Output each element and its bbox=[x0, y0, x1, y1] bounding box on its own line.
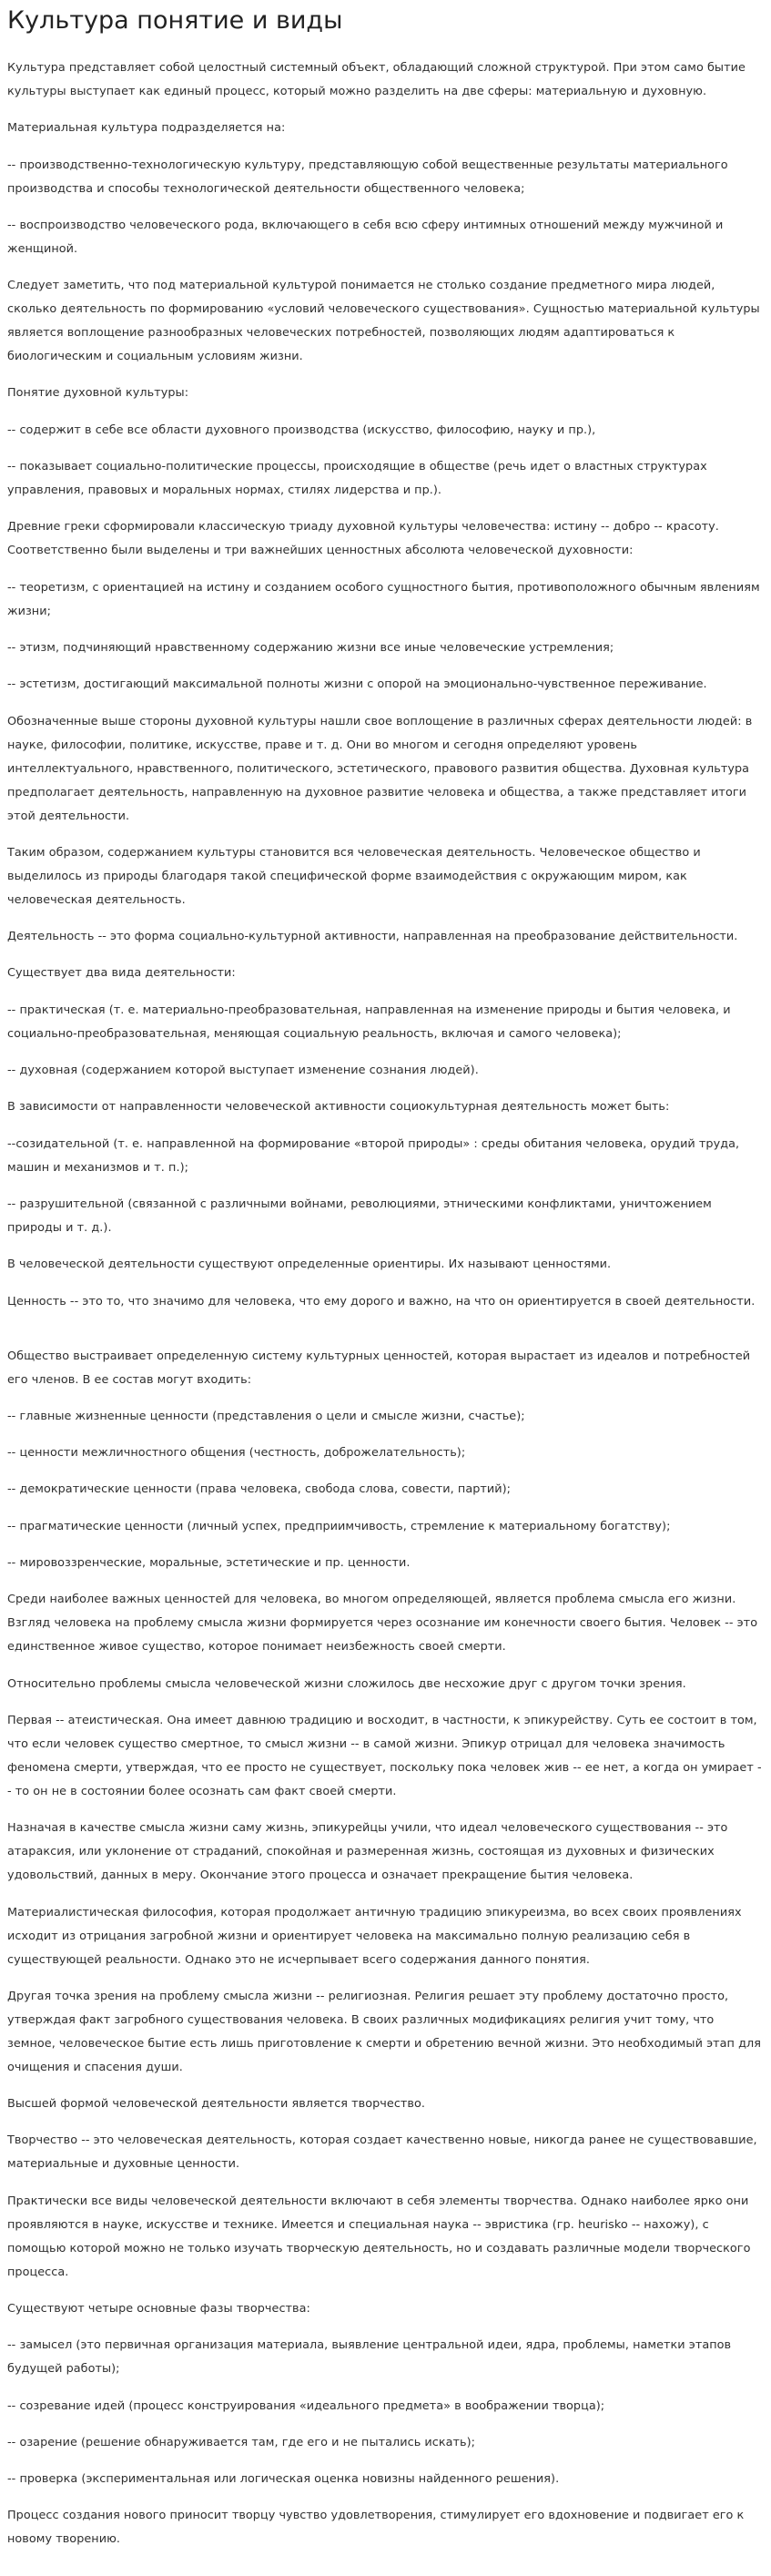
paragraph: В зависимости от направленности человеческой активности социокультурная деятельность может быть: bbox=[7, 1100, 670, 1115]
paragraph: -- производственно-технологическую культуру, представляющую собой вещественные результаты материального производства и способы технологической деятельности общественного человека; bbox=[7, 158, 728, 196]
paragraph: -- теоретизм, с ориентацией на истину и созданием особого сущностного бытия, противоположного обычным явлениям жизни; bbox=[7, 580, 760, 618]
paragraph: -- мировоззренческие, моральные, эстетические и пр. ценности. bbox=[7, 1556, 411, 1571]
paragraph: -- духовная (содержанием которой выступает изменение сознания людей). bbox=[7, 1064, 479, 1078]
paragraph: --созидательной (т. е. направленной на формирование «второй природы» : среды обитания человека, орудий труда, машин и механизмов и т. п.); bbox=[7, 1136, 740, 1175]
paragraph: -- разрушительной (связанной с различными войнами, революциями, этническими конфликтами, уничтожением природы и т. д.). bbox=[7, 1196, 712, 1235]
paragraph: -- воспроизводство человеческого рода, включающего в себя всю сферу интимных отношений между мужчиной и женщиной. bbox=[7, 218, 724, 256]
paragraph: Таким образом, содержанием культуры становится вся человеческая деятельность. Человеческое общество и выделилось из природы благодаря такой специфической форме взаимодействия с окружающим миром, как человеческая деятельность. bbox=[7, 845, 701, 907]
paragraph: Высшей формой человеческой деятельности является творчество. bbox=[7, 2097, 426, 2112]
paragraph: -- практическая (т. е. материально-преобразовательная, направленная на изменение природы и бытия человека, и социально-преобразовательная, меняющая социальную реальность, включая и самого человека); bbox=[7, 1003, 731, 1041]
page-title: Культура понятие и виды bbox=[7, 6, 343, 35]
paragraph: -- прагматические ценности (личный успех, предприимчивость, стремление к материальному богатству); bbox=[7, 1519, 671, 1533]
paragraph: Культура представляет собой целостный системный объект, обладающий сложной структурой. При этом само бытие культуры выступает как единый процесс, который можно разделить на две сферы: материальную и духовную. bbox=[7, 61, 746, 98]
paragraph: Деятельность -- это форма социально-культурной активности, направленная на преобразование действительности. bbox=[7, 930, 738, 944]
paragraph: Назначая в качестве смысла жизни саму жизнь, эпикурейцы учили, что идеал человеческого существования -- это атараксия, или уклонение от страданий, спокойная и размеренная жизнь, состоящая из духовных и физических удовольствий, данных в меру. Окончание этого процесса и означает прекращение бытия человека. bbox=[7, 1821, 728, 1883]
paragraph: Существует два вида деятельности: bbox=[7, 966, 236, 981]
paragraph: В человеческой деятельности существуют определенные ориентиры. Их называют ценностями. bbox=[7, 1257, 612, 1272]
paragraph: -- ценности межличностного общения (честность, доброжелательность); bbox=[7, 1446, 466, 1461]
paragraph: Среди наиболее важных ценностей для человека, во многом определяющей, является проблема смысла его жизни. Взгляд человека на проблему смысла жизни формируется через осознание им конечности своего бытия. Человек -- это единственное живое существо, которое понимает неизбежность своей смерти. bbox=[7, 1593, 758, 1655]
article-body bbox=[7, 56, 764, 2551]
paragraph: Творчество -- это человеческая деятельность, которая создает качественно новые, никогда ранее не существовавшие, материальные и духовные ценности. bbox=[7, 2133, 757, 2172]
paragraph: Общество выстраивает определенную систему культурных ценностей, которая вырастает из идеалов и потребностей его членов. В ее состав могут входить: bbox=[7, 1349, 751, 1387]
paragraph: -- озарение (решение обнаруживается там, где его и не пытались искать); bbox=[7, 2435, 476, 2449]
paragraph: Понятие духовной культуры: bbox=[7, 386, 189, 401]
paragraph: Другая точка зрения на проблему смысла жизни -- религиозная. Религия решает эту проблему достаточно просто, утверждая факт загробного существования человека. В своих различных модификациях религия учит тому, что земное, человеческое бытие есть лишь приготовление к смерти и обретению вечной жизни. Это необходимый этап для очищения и спасения души. bbox=[7, 1989, 761, 2074]
paragraph: -- показывает социально-политические процессы, происходящие в обществе (речь идет о властных структурах управления, правовых и моральных нормах, стилях лидерства и пр.). bbox=[7, 460, 707, 498]
paragraph: Обозначенные выше стороны духовной культуры нашли свое воплощение в различных сферах деятельности людей: в науке, философии, политике, искусстве, праве и т. д. Они во многом и сегодня определяют уровень интеллектуального, нравственного, политического, эстетического, правового развития общества. Духовная культура предполагает деятельность, направленную на духовное развитие человека и общества, а также представляет итоги этой деятельности. bbox=[7, 714, 753, 823]
paragraph: Материалистическая философия, которая продолжает античную традицию эпикуреизма, во всех своих проявлениях исходит из отрицания загробной жизни и ориентирует человека на максимально полную реализацию себя в существующей реальности. Однако это не исчерпывает всего содержания данного понятия. bbox=[7, 1905, 742, 1967]
paragraph: Следует заметить, что под материальной культурой понимается не столько создание предметного мира людей, сколько деятельность по формированию «условий человеческого существования». Сущностью материальной культуры является воплощение разнообразных человеческих потребностей, позволяющих людям адаптироваться к биологическим и социальным условиям жизни. bbox=[7, 279, 760, 364]
paragraph: -- созревание идей (процесс конструирования «идеального предмета» в воображении творца); bbox=[7, 2398, 605, 2413]
paragraph: Первая -- атеистическая. Она имеет давнюю традицию и восходит, в частности, к эпикурейству. Суть ее состоит в том, что если человек существо смертное, то смысл жизни -- в самой жизни. Эпикур отрицал для человека значимость феномена смерти, утверждая, что ее просто не существует, поскольку пока человек жив -- ее нет, а когда он умирает -- то он не в состоянии более осознать сам факт своей смерти. bbox=[7, 1713, 762, 1798]
paragraph: Процесс создания нового приносит творцу чувство удовлетворения, стимулирует его вдохновение и подвигает его к новому творению. bbox=[7, 2509, 745, 2547]
paragraph: Ценность -- это то, что значимо для человека, что ему дорого и важно, на что он ориентируется в своей деятельности. bbox=[7, 1294, 756, 1308]
paragraph: Практически все виды человеческой деятельности включают в себя элементы творчества. Однако наиболее ярко они проявляются в науке, искусстве и технике. Имеется и специальная наука -- эвристика (гр. heurisko -- нахожу), с помощью которой можно не только изучать творческую деятельность, но и создавать различные модели творческого процесса. bbox=[7, 2194, 751, 2279]
paragraph: Существуют четыре основные фазы творчества: bbox=[7, 2301, 310, 2316]
paragraph: -- демократические ценности (права человека, свобода слова, совести, партий); bbox=[7, 1482, 512, 1497]
paragraph: -- проверка (экспериментальная или логическая оценка новизны найденного решения). bbox=[7, 2472, 560, 2487]
paragraph: Материальная культура подразделяется на: bbox=[7, 121, 286, 136]
paragraph: -- замысел (это первичная организация материала, выявление центральной идеи, ядра, проблемы, наметки этапов будущей работы); bbox=[7, 2338, 732, 2377]
paragraph: Древние греки сформировали классическую триаду духовной культуры человечества: истину -- добро -- красоту. Соответственно были выделены и три важнейших ценностных абсолюта человеческой духовности: bbox=[7, 520, 719, 558]
paragraph: -- эстетизм, достигающий максимальной полноты жизни с опорой на эмоционально-чувственное переживание. bbox=[7, 677, 707, 692]
paragraph: Относительно проблемы смысла человеческой жизни сложилось две несхожие друг с другом точки зрения. bbox=[7, 1676, 686, 1691]
paragraph: -- главные жизненные ценности (представления о цели и смысле жизни, счастье); bbox=[7, 1409, 525, 1423]
paragraph: -- этизм, подчиняющий нравственному содержанию жизни все иные человеческие устремления; bbox=[7, 640, 614, 655]
paragraph: -- содержит в себе все области духовного производства (искусство, философию, науку и пр.), bbox=[7, 423, 596, 437]
